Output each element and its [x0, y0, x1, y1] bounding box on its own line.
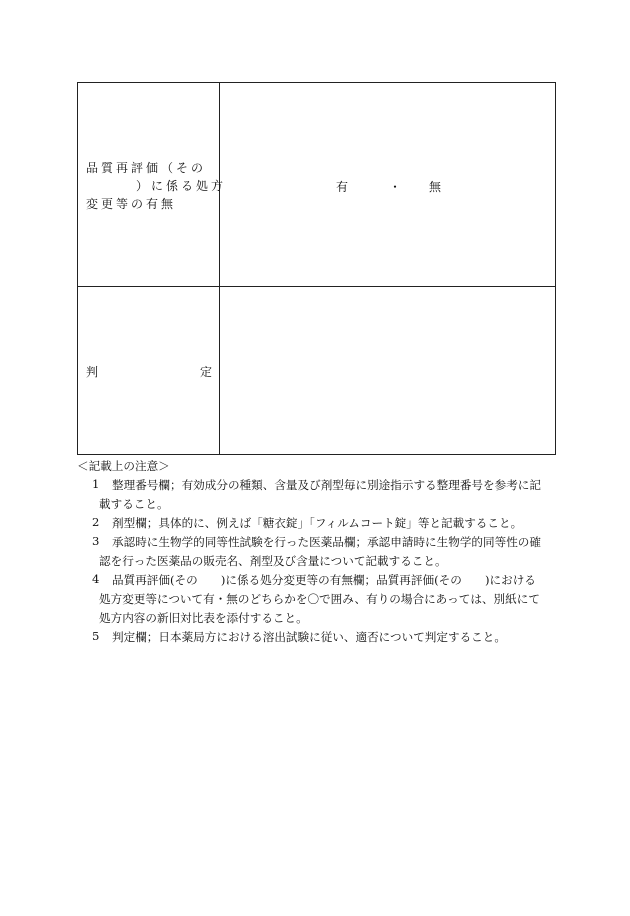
note-number: 2: [92, 515, 100, 529]
label-line: ）に係る処方: [136, 179, 227, 193]
note-text: 整理番号欄；有効成分の種類、含量及び剤型毎に別途指示する整理番号を参考に記: [112, 478, 541, 492]
label-line: 変更等の有無: [86, 197, 177, 211]
note-text: 認を行った医薬品の販売名、剤型及び含量について記載すること。: [99, 554, 447, 568]
note-number: 1: [92, 477, 100, 491]
note-text: 剤型欄；具体的に、例えば「糖衣錠」「フィルムコート錠」等と記載すること。: [112, 516, 523, 530]
option-separator: ・: [389, 180, 402, 194]
form-table: [77, 82, 556, 455]
note-text: 処方変更等について有・無のどちらかを〇で囲み、有りの場合にあっては、別紙にて: [99, 592, 540, 606]
judgement-label-part1: 判: [86, 365, 99, 379]
row-divider: [78, 286, 555, 287]
note-number: 4: [92, 572, 100, 586]
note-number: 3: [92, 534, 100, 548]
judgement-label-part2: 定: [200, 365, 213, 379]
label-line: 品質再評価（その: [86, 161, 207, 175]
note-text: 処方内容の新旧対比表を添付すること。: [99, 611, 308, 625]
note-text: 載すること。: [99, 497, 169, 511]
note-number: 5: [92, 629, 100, 643]
option-yes[interactable]: 有: [336, 180, 349, 194]
notes-heading: ＜記載上の注意＞: [77, 459, 170, 473]
option-no[interactable]: 無: [429, 180, 442, 194]
column-divider: [219, 83, 220, 454]
note-text: 品質再評価(その )に係る処分変更等の有無欄；品質再評価(その )における: [112, 573, 536, 587]
note-text: 承認時に生物学的同等性試験を行った医薬品欄；承認申請時に生物学的同等性の確: [112, 535, 541, 549]
note-text: 判定欄；日本薬局方における溶出試験に従い、適否について判定すること。: [112, 630, 506, 644]
quality-reevaluation-label: [86, 159, 226, 213]
